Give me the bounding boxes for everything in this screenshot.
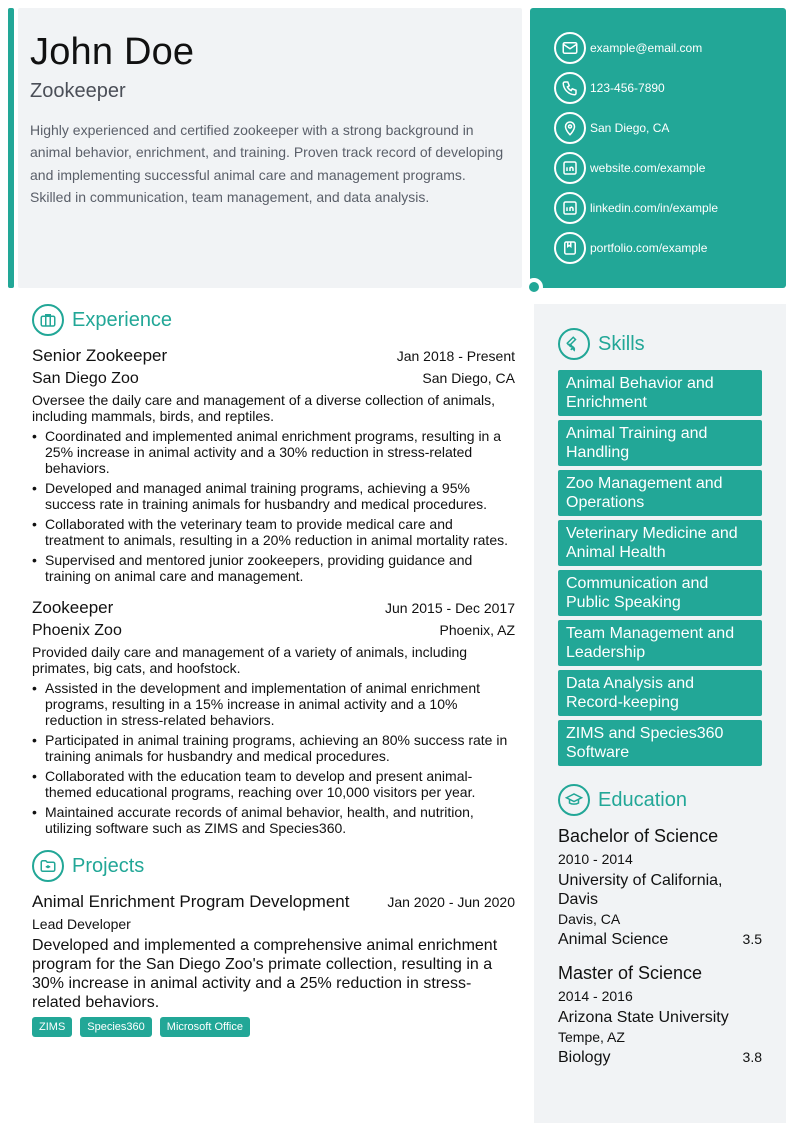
summary: Highly experienced and certified zookeeper with a strong background in animal behavior, enrichment, and training. Proven track record of developing and implementing successful animal care and management programs. Skilled in communication, team management, and data analysis. — [30, 121, 504, 206]
contact-phone-text: 123-456-7890 — [590, 81, 665, 95]
job-company: San Diego Zoo — [32, 370, 139, 387]
skill-chip: Data Analysis and Record-keeping — [558, 670, 762, 716]
job-company: Phoenix Zoo — [32, 622, 122, 639]
contact-portfolio[interactable] — [554, 232, 786, 264]
contact-panel — [530, 8, 786, 288]
projects-title: Projects — [72, 854, 145, 877]
folder-icon — [32, 850, 64, 882]
project-role: Lead Developer — [32, 916, 131, 932]
skill-chip: ZIMS and Species360 Software — [558, 720, 762, 766]
education-location: Tempe, AZ — [558, 1029, 625, 1045]
job-title: Zookeeper — [30, 79, 126, 102]
job-position: Senior Zookeeper — [32, 346, 168, 365]
contact-linkedin[interactable] — [554, 192, 786, 224]
skills-list — [558, 370, 762, 766]
contact-website[interactable] — [554, 152, 786, 184]
field-of-study: Animal Science — [558, 931, 669, 948]
project-description: Developed and implemented a comprehensive animal enrichment program for the San Diego Zoo's primate collection, resulting in a 30% increase in animal activity and a 25% reduction in stress-related behaviors. — [32, 937, 498, 1011]
side-column — [534, 304, 786, 1123]
education-dates: 2014 - 2016 — [558, 988, 633, 1004]
degree: Bachelor of Science — [558, 826, 719, 846]
skill-chip: Veterinary Medicine and Animal Health — [558, 520, 762, 566]
skill-chip: Animal Training and Handling — [558, 420, 762, 466]
header — [18, 8, 522, 288]
phone-icon — [554, 72, 586, 104]
projects-heading — [32, 850, 515, 882]
person-name: John Doe — [30, 31, 195, 73]
school: University of California, Davis — [558, 872, 723, 908]
portfolio-icon — [554, 232, 586, 264]
decorative-dot — [525, 278, 543, 296]
education-entry — [558, 963, 762, 1067]
tag: ZIMS — [32, 1017, 72, 1037]
contact-linkedin-text: linkedin.com/in/example — [590, 201, 719, 215]
field-of-study: Biology — [558, 1049, 611, 1066]
job-description: Provided daily care and management of a variety of animals, including primates, big cats, and hoofstock. — [32, 644, 468, 676]
job-bullets — [32, 428, 515, 584]
school: Arizona State University — [558, 1009, 729, 1026]
job-position: Zookeeper — [32, 598, 114, 617]
graduation-cap-icon — [558, 784, 590, 816]
contact-location — [554, 112, 786, 144]
gpa: 3.5 — [742, 931, 762, 947]
bullet: • Developed and managed animal training programs, achieving a 95% success rate in training animals for husbandry and medical procedures. — [32, 480, 515, 512]
accent-bar — [8, 8, 14, 288]
linkedin-icon — [554, 192, 586, 224]
bullet: • Supervised and mentored junior zookeepers, providing guidance and training on animal care and management. — [32, 552, 515, 584]
project-dates: Jan 2020 - Jun 2020 — [387, 894, 515, 910]
project-entry — [32, 892, 515, 1037]
contact-location-text: San Diego, CA — [590, 121, 670, 135]
education-location: Davis, CA — [558, 911, 621, 927]
education-title: Education — [598, 788, 687, 811]
project-title: Animal Enrichment Program Development — [32, 892, 350, 911]
mail-icon — [554, 32, 586, 64]
skills-heading — [558, 328, 762, 360]
job-dates: Jun 2015 - Dec 2017 — [385, 600, 515, 616]
skill-chip: Zoo Management and Operations — [558, 470, 762, 516]
contact-phone[interactable] — [554, 72, 786, 104]
bullet: • Maintained accurate records of animal behavior, health, and nutrition, utilizing software such as ZIMS and Species360. — [32, 804, 515, 836]
education-entry — [558, 826, 762, 949]
contact-portfolio-text: portfolio.com/example — [590, 241, 708, 255]
main-column — [32, 304, 515, 1037]
job-location: Phoenix, AZ — [439, 622, 515, 638]
bullet: • Participated in animal training programs, achieving an 80% success rate in training animals for husbandry and medical procedures. — [32, 732, 515, 764]
skill-chip: Animal Behavior and Enrichment — [558, 370, 762, 416]
project-tags — [32, 1017, 515, 1037]
bullet: • Coordinated and implemented animal enrichment programs, resulting in a 25% increase in animal activity and a 30% reduction in stress-related behaviors. — [32, 428, 515, 476]
gpa: 3.8 — [742, 1049, 762, 1065]
linkedin-icon — [554, 152, 586, 184]
skills-title: Skills — [598, 332, 645, 355]
contact-email[interactable] — [554, 32, 786, 64]
education-heading — [558, 784, 762, 816]
skill-chip: Communication and Public Speaking — [558, 570, 762, 616]
contact-website-text: website.com/example — [590, 161, 706, 175]
job-bullets — [32, 680, 515, 836]
location-pin-icon — [554, 112, 586, 144]
degree: Master of Science — [558, 963, 703, 983]
job-location: San Diego, CA — [422, 370, 515, 386]
experience-heading — [32, 304, 515, 336]
briefcase-icon — [32, 304, 64, 336]
skill-chip: Team Management and Leadership — [558, 620, 762, 666]
bullet: • Collaborated with the education team to develop and present animal-themed educational programs, reaching over 10,000 visitors per year. — [32, 768, 515, 800]
bullet: • Collaborated with the veterinary team to provide medical care and treatment to animals, resulting in a 20% reduction in animal mortality rates. — [32, 516, 515, 548]
wrench-icon — [558, 328, 590, 360]
job-dates: Jan 2018 - Present — [396, 348, 515, 364]
tag: Microsoft Office — [160, 1017, 250, 1037]
education-dates: 2010 - 2014 — [558, 851, 633, 867]
bullet: • Assisted in the development and implementation of animal enrichment programs, resulting in a 15% increase in animal activity and a 10% reduction in stress-related behaviors. — [32, 680, 515, 728]
tag: Species360 — [80, 1017, 152, 1037]
job-description: Oversee the daily care and management of a diverse collection of animals, including mammals, birds, and reptiles. — [32, 392, 496, 424]
job-entry — [32, 346, 515, 584]
contact-email-text: example@email.com — [590, 41, 703, 55]
job-entry — [32, 598, 515, 836]
experience-title: Experience — [72, 308, 173, 331]
